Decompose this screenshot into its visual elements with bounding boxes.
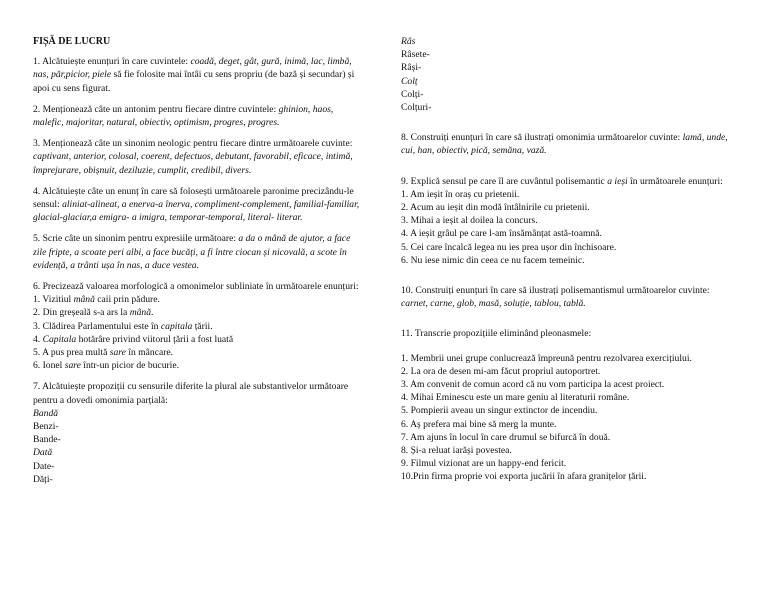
exercise-6-line: 6. Ionel sare într-un picior de bucurie. [33, 360, 180, 372]
exercise-11-line: 7. Am ajuns în locul în care drumul se bifurcă în două. [401, 431, 611, 443]
exercise-6-line: 4. Capitala hotărâre privind viitorul țării a fost luată [33, 333, 234, 345]
exercise-3 [33, 137, 363, 177]
exercise-7-word: Râs [401, 36, 416, 47]
exercise-7-word: Colț [401, 75, 418, 87]
exercise-6-line: 3. Clădirea Parlamentului este în capitala țării. [33, 320, 213, 332]
exercise-9-line: 4. A ieșit grâul pe care l-am însămânțat astă-toamnă. [401, 228, 602, 240]
exercise-2 [33, 103, 363, 129]
exercise-9-lead: 9. Explică sensul pe care îl are cuvântul polisemantic [401, 175, 608, 187]
exercise-9-word: a ieși [607, 175, 628, 187]
exercise-1 [33, 55, 363, 95]
exercise-7-word: Colțuri- [401, 102, 432, 114]
exercise-8-lead: 8. Construiți enunțuri în care să ilustrați omonimia următoarelor cuvinte: [401, 132, 683, 144]
exercise-4-lead: 4. Alcătuiește câte un enunț în care să folosești următoarele paronime precizându-le sensul: [33, 185, 354, 211]
exercise-5 [33, 232, 363, 272]
exercise-7-word: Colți- [401, 88, 424, 100]
exercise-7-continued [401, 35, 736, 114]
exercise-7-word: Bandă [33, 407, 59, 419]
exercise-2-words: ghinion, haos, malefic, majoritar, natural, obiectiv, optimism, progres, progres. [33, 103, 334, 129]
exercise-1-lead: 1. Alcătuiește enunțuri în care cuvintele: [33, 56, 191, 68]
exercise-6-lead: 6. Precizează valoarea morfologică a omonimelor subliniate în următoarele enunțuri: [33, 281, 359, 293]
exercise-1-tail: să fie folosite mai întâi cu sens propriu (de bază și secundar) și apoi cu sens figurat. [33, 69, 355, 94]
exercise-11-line: 10.Prin firma proprie voi exporta jucării în afara granițelor țării. [401, 471, 647, 483]
exercise-11-line: 1. Membrii unei grupe conlucrează împreună pentru rezolvarea exercițiului. [401, 352, 692, 364]
exercise-10-words: carnet, carne, glob, masă, soluție, tablou, tablă. [401, 298, 586, 310]
exercise-8 [401, 131, 736, 157]
exercise-7-lead: 7. Alcătuiește propoziții cu sensurile diferite la plural ale substantivelor următoare pentru a dovedi omonimia parțială: [33, 381, 349, 406]
exercise-11-line: 8. Și-a reluat iarăși povestea. [401, 445, 512, 457]
exercise-7-word: Râși- [401, 62, 422, 74]
exercise-9 [401, 175, 736, 267]
exercise-7 [33, 380, 363, 486]
exercise-11-line: 2. La ora de desen mi-am făcut propriul autoportret. [401, 365, 601, 377]
exercise-4 [33, 185, 363, 225]
exercise-7-word: Dăți- [33, 473, 53, 485]
exercise-8-words: lamă, unde, cui, han, obiectiv, pică, semăna, vază. [401, 132, 728, 157]
exercise-9-line: 3. Mihai a ieșit al doilea la concurs. [401, 215, 538, 227]
exercise-10-lead: 10. Construiți enunțuri în care să ilustrați polisemantismul următoarelor cuvinte: [401, 285, 710, 297]
exercise-11 [401, 327, 736, 483]
exercise-11-lead: 11. Transcrie propozițiile eliminând pleonasmele: [401, 328, 592, 340]
exercise-11-line: 5. Pompierii aveau un singur extinctor de incendiu. [401, 405, 598, 417]
exercise-9-line: 6. Nu iese nimic din ceea ce nu facem temeinic. [401, 254, 585, 266]
page-title: FIȘĂ DE LUCRU [33, 36, 111, 47]
exercise-11-line: 6. Aș prefera mai bine să merg la munte. [401, 418, 557, 430]
exercise-2-lead: 2. Menționează câte un antonim pentru fiecare dintre cuvintele: [33, 103, 279, 115]
exercise-9-line: 5. Cei care încalcă legea nu ies prea ușor din închisoare. [401, 241, 617, 253]
exercise-6-line: 1. Vizitiul mână caii prin pădure. [33, 294, 160, 306]
exercise-6-line: 5. A pus prea multă sare în mâncare. [33, 347, 174, 359]
exercise-7-word: Bande- [33, 434, 61, 446]
exercise-3-lead: 3. Menționează câte un sinonim neologic pentru fiecare dintre următoarele cuvinte: [33, 138, 353, 150]
exercise-3-words: captivant, anterior, colosal, coerent, defectuos, debutant, favorabil, eficace, intimă, împrejurare, obișnuit, deziluzie, cumplit, credibil, divers. [33, 151, 353, 176]
exercise-6 [33, 280, 363, 372]
exercise-11-line: 3. Am convenit de comun acord că nu vom participa la acest proiect. [401, 379, 665, 391]
exercise-7-word: Date- [33, 460, 55, 472]
exercise-7-word: Dată [33, 447, 53, 459]
exercise-6-line: 2. Din greșeală s-a ars la mână. [33, 307, 154, 319]
right-column [401, 35, 736, 492]
exercise-7-word: Benzi- [33, 421, 59, 433]
exercise-11-line: 9. Filmul vizionat are un happy-end fericit. [401, 458, 567, 470]
exercise-1-words: coadă, deget, gât, gură, inimă, lac, limbă, nas, păr,picior, piele [33, 56, 352, 81]
exercise-9-tail: în următoarele enunțuri: [627, 175, 723, 187]
exercise-9-line: 1. Am ieșit în oraș cu prietenii. [401, 188, 520, 200]
exercise-11-line: 4. Mihai Eminescu este un mare geniu al literaturii române. [401, 392, 630, 404]
exercise-10 [401, 284, 736, 310]
exercise-9-line: 2. Acum au ieșit din modă întâlnirile cu prietenii. [401, 202, 590, 214]
exercise-7-word: Râsete- [401, 49, 430, 61]
exercise-5-words: a da o mână de ajutor, a face zile fripte, a scoate peri albi, a face bucăți, a fi între ciocan și nicovală, a scote în evidență, a trânti ușa în nas, a duce vestea. [33, 233, 351, 271]
exercise-4-words: aliniat-alineat, a enerva-a înerva, compliment-complement, familial-familiar, glacial-glaciar,a emigra- a imigra, temporar-temporal, literal- literar. [33, 199, 360, 224]
left-column [33, 35, 363, 494]
exercise-5-lead: 5. Scrie câte un sinonim pentru expresiile următoare: [33, 233, 239, 245]
